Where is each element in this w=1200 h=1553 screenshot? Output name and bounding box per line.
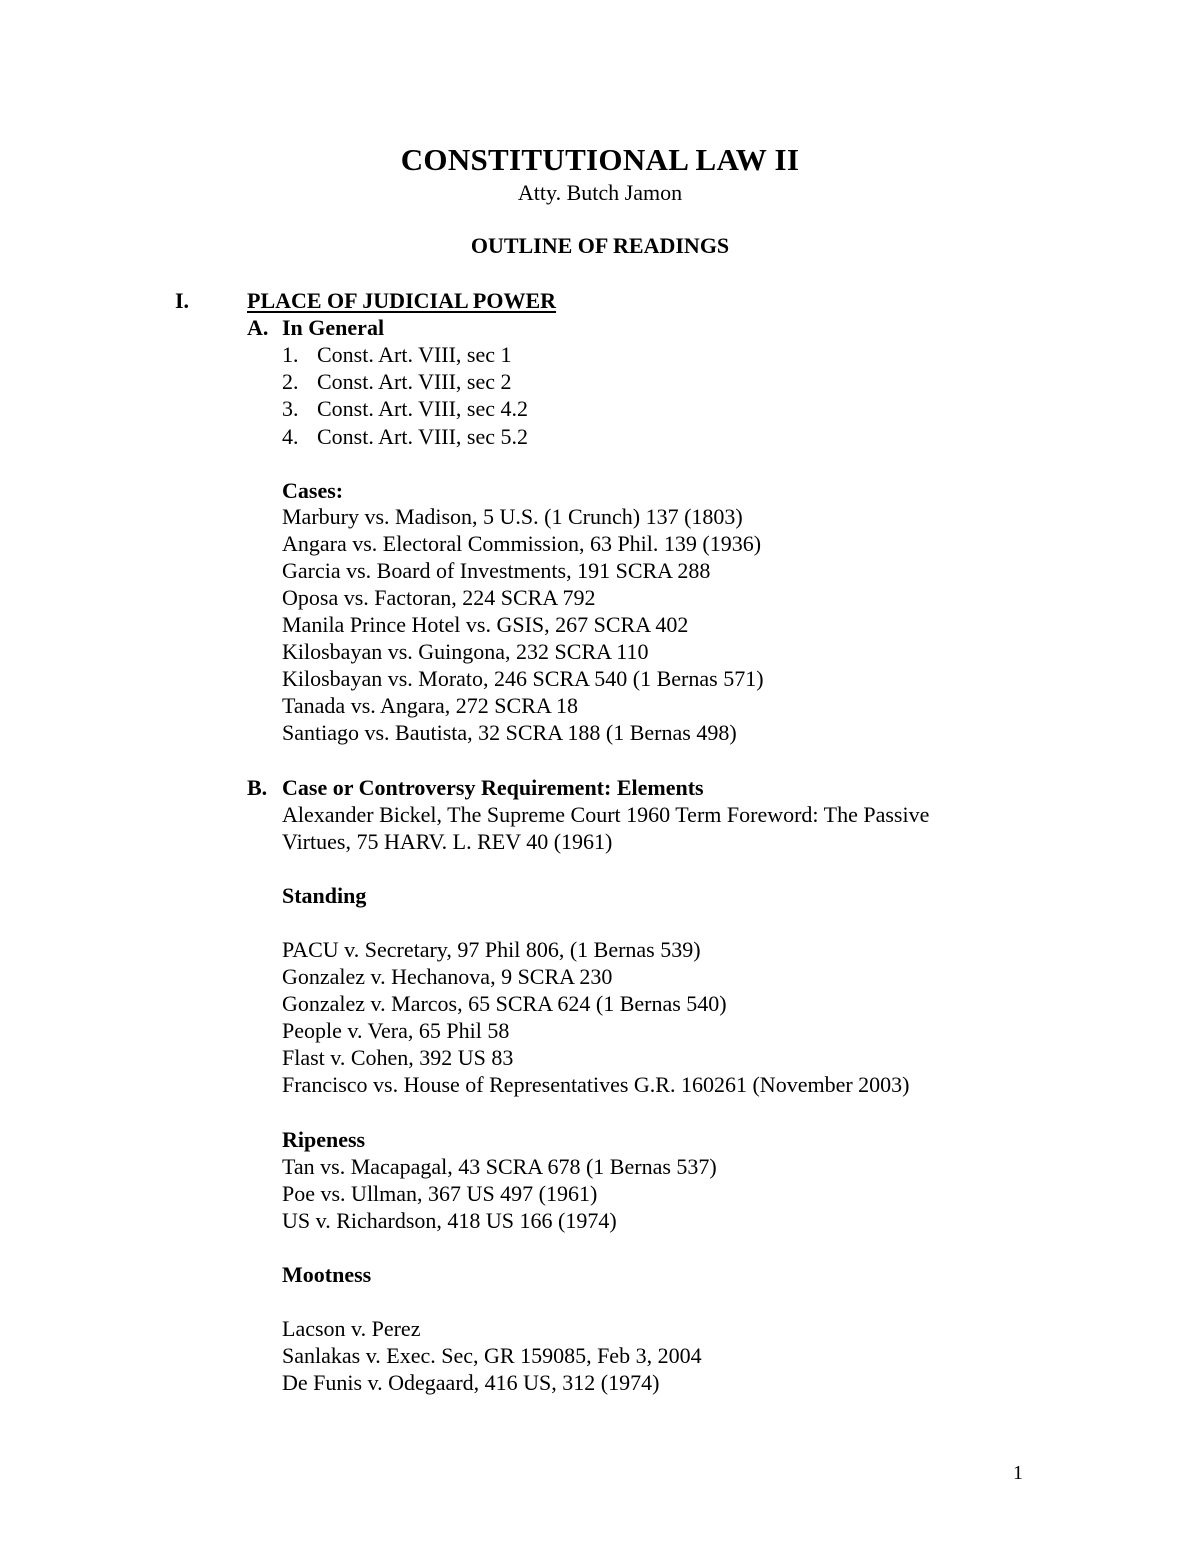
subsection-title: In General [282,315,385,340]
document-author: Atty. Butch Jamon [517,180,683,205]
document-title: CONSTITUTIONAL LAW II [400,142,800,177]
page-number: 1 [1013,1462,1023,1484]
case-citation: Marbury vs. Madison, 5 U.S. (1 Crunch) 137 (1803) [282,504,743,529]
subsection-letter: A. [247,315,269,340]
case-citation: Santiago vs. Bautista, 32 SCRA 188 (1 Bernas 498) [282,720,737,745]
case-citation: PACU v. Secretary, 97 Phil 806, (1 Bernas 539) [282,937,701,962]
case-citation: De Funis v. Odegaard, 416 US, 312 (1974) [282,1370,660,1395]
provision-text: Const. Art. VIII, sec 1 [317,342,512,367]
case-citation: US v. Richardson, 418 US 166 (1974) [282,1208,617,1233]
section-title: PLACE OF JUDICIAL POWER [247,288,557,313]
provision-text: Const. Art. VIII, sec 4.2 [317,396,529,421]
provision-number: 3. [282,396,299,421]
outline-heading: OUTLINE OF READINGS [470,233,730,258]
case-citation: Tan vs. Macapagal, 43 SCRA 678 (1 Bernas 537) [282,1154,717,1179]
case-citation: Sanlakas v. Exec. Sec, GR 159085, Feb 3, 2004 [282,1343,702,1368]
case-citation: Gonzalez v. Hechanova, 9 SCRA 230 [282,964,613,989]
cases-label: Cases: [282,478,344,503]
case-citation: Kilosbayan vs. Guingona, 232 SCRA 110 [282,639,649,664]
subsection-letter: B. [247,775,268,800]
case-citation: Manila Prince Hotel vs. GSIS, 267 SCRA 402 [282,612,689,637]
case-citation: Gonzalez v. Marcos, 65 SCRA 624 (1 Bernas 540) [282,991,727,1016]
provision-number: 2. [282,369,299,394]
case-citation: Garcia vs. Board of Investments, 191 SCRA 288 [282,558,711,583]
case-citation: Lacson v. Perez [282,1316,421,1341]
subsection-title: Case or Controversy Requirement: Elements [282,775,704,800]
reading-citation: Virtues, 75 HARV. L. REV 40 (1961) [282,829,613,854]
ripeness-label: Ripeness [282,1127,366,1152]
provision-number: 1. [282,342,299,367]
provision-number: 4. [282,424,299,449]
case-citation: Kilosbayan vs. Morato, 246 SCRA 540 (1 Bernas 571) [282,666,764,691]
reading-citation: Alexander Bickel, The Supreme Court 1960 Term Foreword: The Passive [282,802,930,827]
mootness-label: Mootness [282,1262,372,1287]
section-number: I. [175,288,190,313]
provision-text: Const. Art. VIII, sec 2 [317,369,512,394]
case-citation: Francisco vs. House of Representatives G.R. 160261 (November 2003) [282,1072,910,1097]
case-citation: Angara vs. Electoral Commission, 63 Phil. 139 (1936) [282,531,762,556]
provision-text: Const. Art. VIII, sec 5.2 [317,424,529,449]
case-citation: Poe vs. Ullman, 367 US 497 (1961) [282,1181,598,1206]
case-citation: Oposa vs. Factoran, 224 SCRA 792 [282,585,596,610]
standing-label: Standing [282,883,367,908]
case-citation: Flast v. Cohen, 392 US 83 [282,1045,514,1070]
case-citation: People v. Vera, 65 Phil 58 [282,1018,510,1043]
case-citation: Tanada vs. Angara, 272 SCRA 18 [282,693,579,718]
